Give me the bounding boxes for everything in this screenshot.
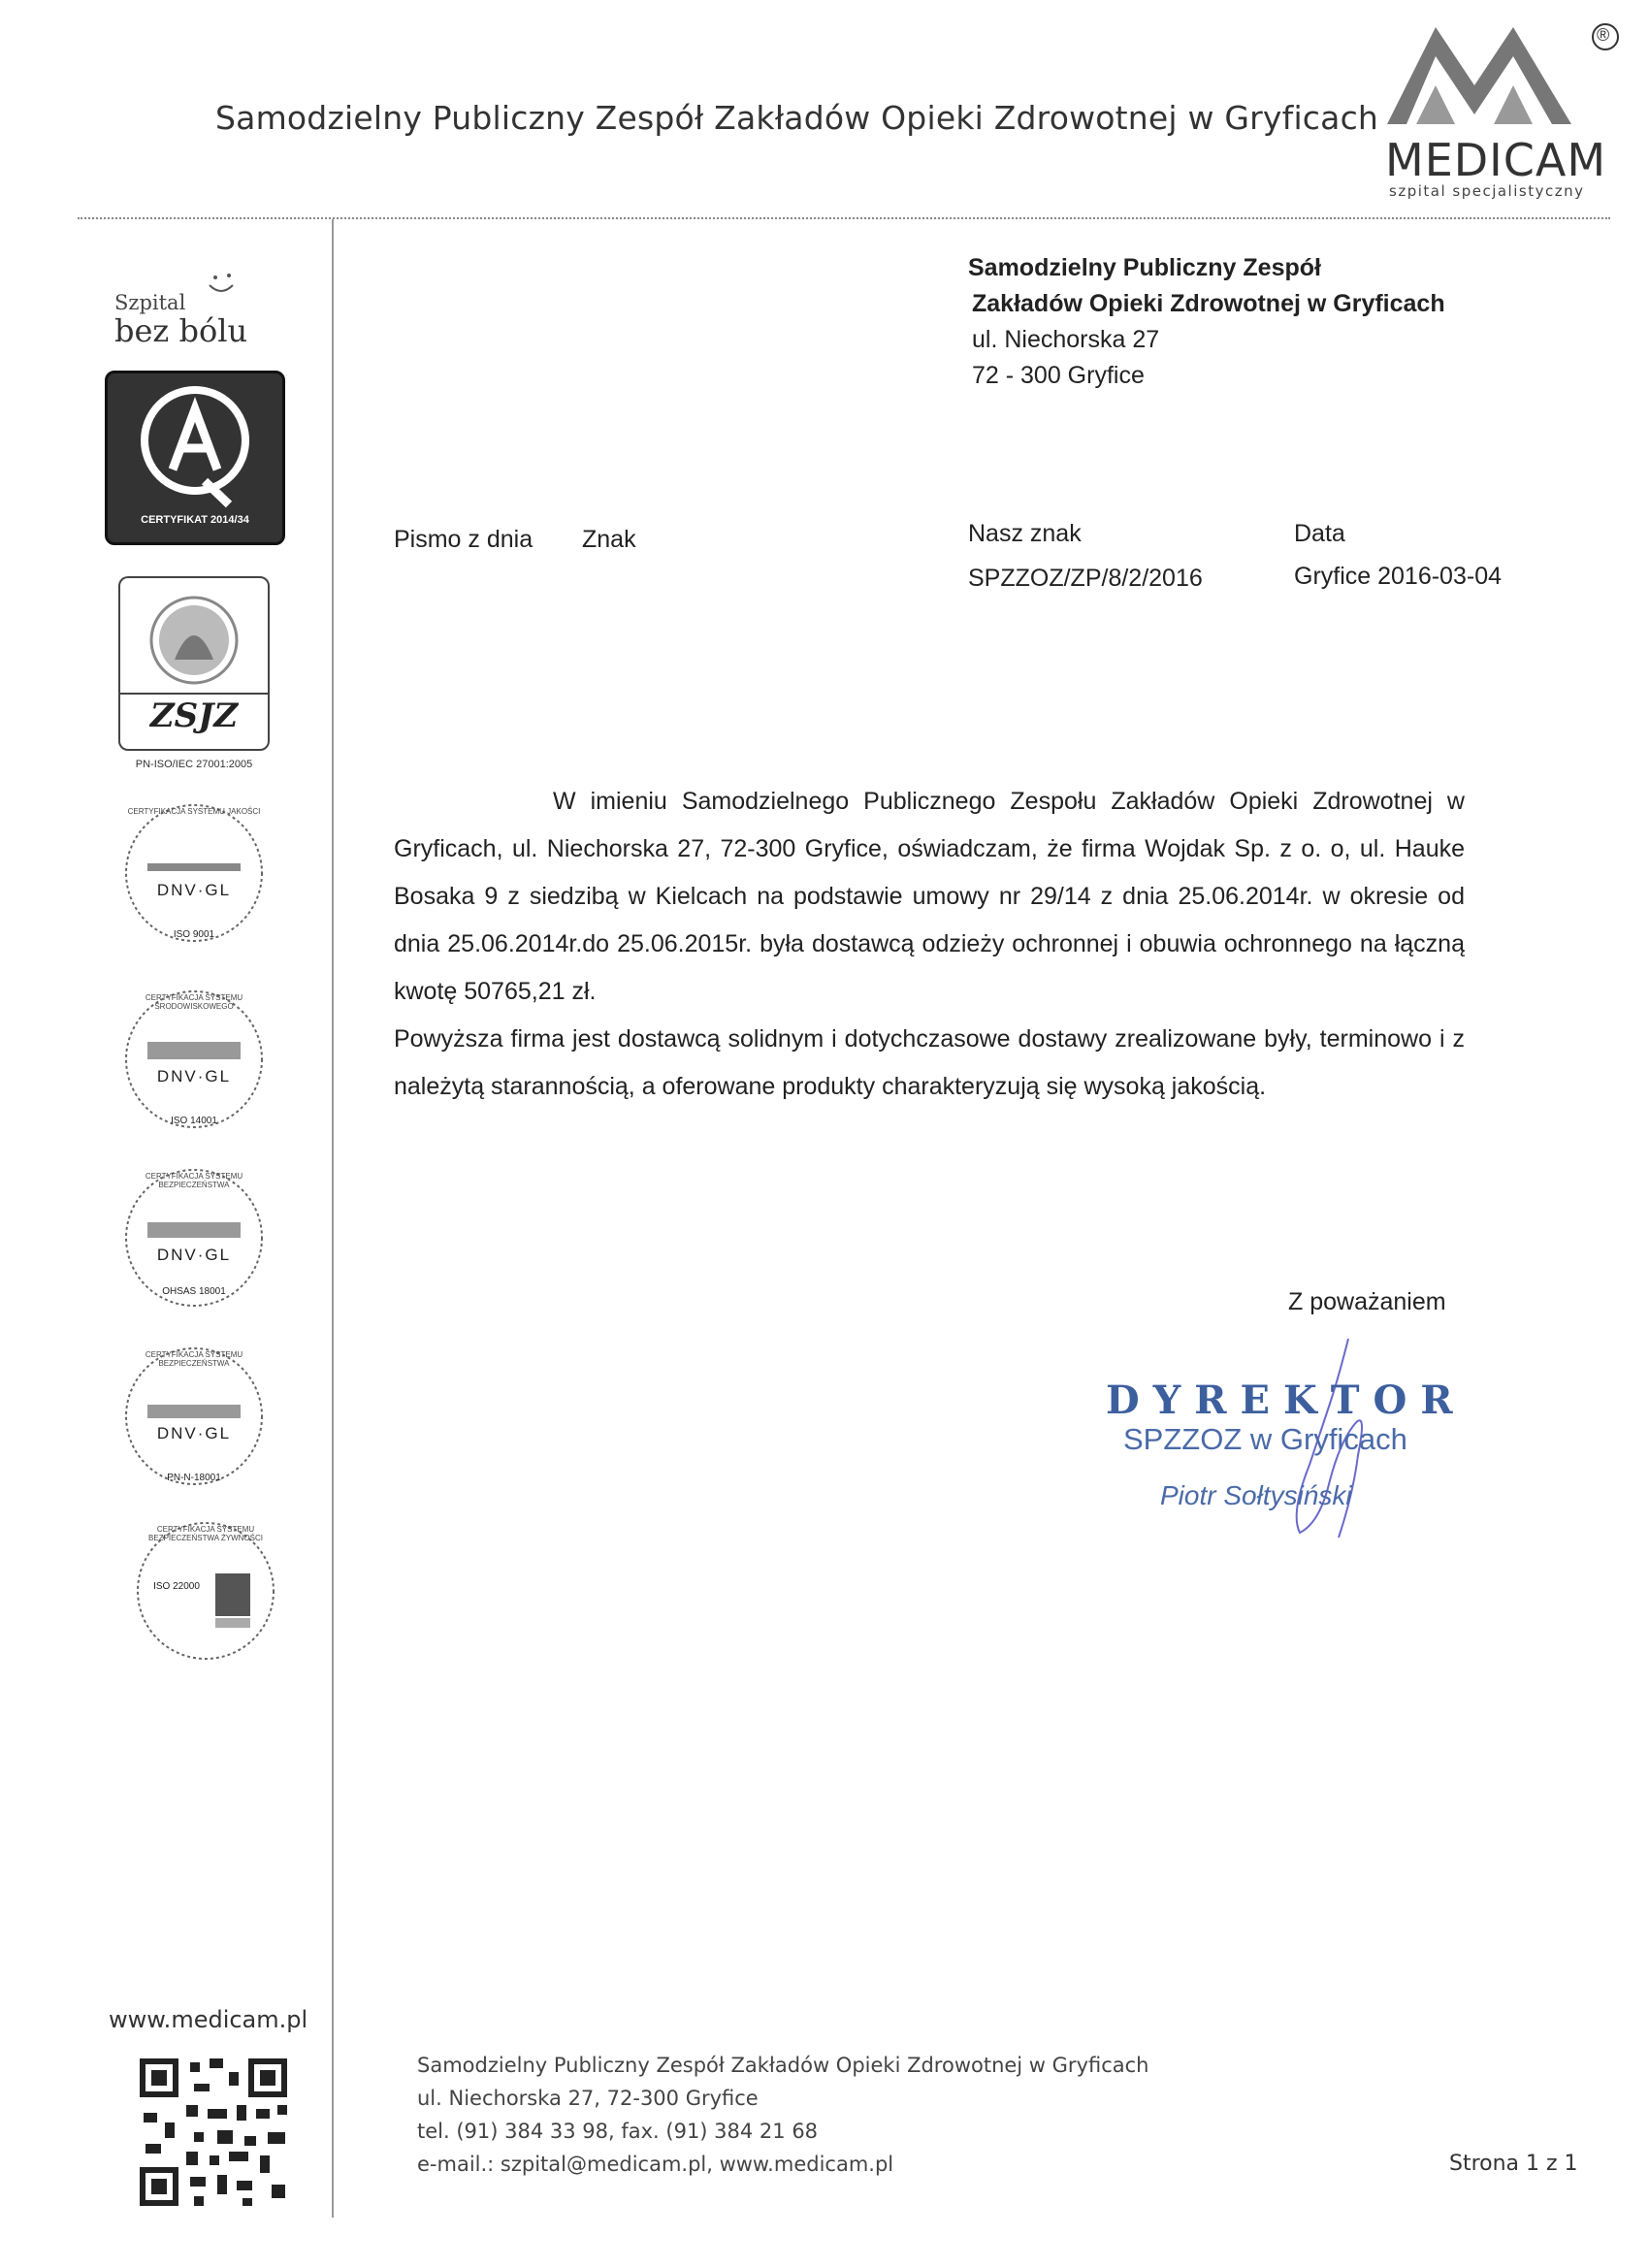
zsjz-text: ZSJZ bbox=[149, 697, 239, 735]
pismo-label: Pismo z dnia bbox=[394, 526, 534, 553]
szpital-label: Szpital bbox=[114, 291, 186, 314]
data-value: Gryfice 2016-03-04 bbox=[1294, 563, 1503, 590]
recipient-address bbox=[968, 250, 1445, 394]
header-title: Samodzielny Publiczny Zespół Zakładów Opieki Zdrowotnej w Gryficach bbox=[215, 99, 1379, 137]
badge-iso-22000 bbox=[128, 1513, 283, 1673]
stamp-organization: SPZZOZ w Gryficach bbox=[1123, 1422, 1407, 1456]
badge-center: DNV·GL bbox=[156, 1067, 232, 1085]
footer-line: Samodzielny Publiczny Zespół Zakładów Opieki Zdrowotnej w Gryficach bbox=[417, 2054, 1149, 2077]
zsjz-standard: PN-ISO/IEC 27001:2005 bbox=[135, 759, 253, 770]
badge-center: DNV·GL bbox=[156, 1246, 232, 1264]
badge-center: DNV·GL bbox=[156, 881, 232, 899]
footer-line: e-mail.: szpital@medicam.pl, www.medicam.pl bbox=[417, 2153, 894, 2176]
badge-iso-14001 bbox=[116, 982, 272, 1142]
body-paragraph: Powyższa firma jest dostawcą solidnym i dotychczasowe dostawy zrealizowane były, terminowo i z należytą starannością, a oferowane produkty charakteryzują się wysoką jakością. bbox=[394, 1025, 1465, 1100]
website-link[interactable]: www.medicam.pl bbox=[109, 2006, 308, 2033]
recipient-line: 72 - 300 Gryfice bbox=[972, 362, 1145, 389]
bez-bolu-label: bez bólu bbox=[114, 312, 248, 349]
q-certificate-icon bbox=[122, 380, 268, 516]
eagle-emblem-icon bbox=[146, 592, 242, 689]
znak-label: Znak bbox=[582, 526, 636, 553]
badge-ohsas-18001 bbox=[116, 1160, 272, 1320]
badge-ring-text: CERTYFIKACJA SYSTEMU JAKOŚCI bbox=[127, 807, 261, 816]
body-paragraph bbox=[394, 778, 1465, 1016]
badge-ring-text: CERTYFIKACJA SYSTEMU BEZPIECZEŃSTWA ŻYWNOŚCI bbox=[148, 1525, 263, 1542]
logo-name: MEDICAM bbox=[1385, 134, 1607, 186]
badge-iso-9001 bbox=[116, 795, 272, 956]
header-divider bbox=[78, 217, 1610, 219]
stamp-title: DYREKTOR bbox=[1106, 1377, 1467, 1423]
data-label: Data bbox=[1294, 520, 1345, 547]
badge-ring-text: CERTYFIKACJA SYSTEMU BEZPIECZEŃSTWA bbox=[145, 1172, 243, 1189]
sidebar-divider bbox=[332, 219, 334, 2218]
badge-code: PN-N-18001 bbox=[167, 1473, 221, 1483]
zsjz-divider bbox=[120, 693, 268, 695]
smile-icon bbox=[204, 272, 242, 301]
badge-code: ISO 9001 bbox=[173, 929, 215, 940]
badge-code: ISO 22000 bbox=[153, 1581, 200, 1592]
dnv-seal-icon bbox=[116, 795, 272, 951]
closing-regards: Z poważaniem bbox=[1288, 1288, 1446, 1315]
recipient-line: ul. Niechorska 27 bbox=[972, 326, 1160, 353]
letter-body bbox=[394, 778, 1465, 1111]
registered-mark: ® bbox=[1597, 25, 1610, 45]
page-number: Strona 1 z 1 bbox=[1449, 2152, 1578, 2176]
badge-ring-text: CERTYFIKACJA SYSTEMU ŚRODOWISKOWEGO bbox=[145, 993, 243, 1011]
recipient-line: Samodzielny Publiczny Zespół bbox=[968, 254, 1321, 281]
stamp-name: Piotr Sołtysiński bbox=[1160, 1480, 1352, 1510]
footer-contact bbox=[417, 2049, 1149, 2181]
badge-pn-n-18001 bbox=[116, 1339, 272, 1499]
badge-code: OHSAS 18001 bbox=[162, 1286, 226, 1297]
logo-subtitle: szpital specjalistyczny bbox=[1389, 182, 1585, 200]
footer-line: tel. (91) 384 33 98, fax. (91) 384 21 68 bbox=[417, 2120, 819, 2143]
nasz-znak-label: Nasz znak bbox=[968, 520, 1082, 547]
body-paragraph-text: W imieniu Samodzielnego Publicznego Zespołu Zakładów Opieki Zdrowotnej w Gryficach, ul. Niechorska 27, 72-300 Gryfice, oświadczam, że firma Wojdak Sp. z o. o, ul. Hauke Bosaka 9 z siedzibą w Kielcach na podstawie umowy nr 29/14 z dnia 25.06.2014r. w okresie od dnia 25.06.2014r.do 25.06.2015r. była dostawcą odzieży ochronnej i obuwia ochronnego na łączną kwotę 50765,21 zł. bbox=[394, 788, 1465, 1005]
badge-center: DNV·GL bbox=[156, 1424, 232, 1442]
badge-ring-text: CERTYFIKACJA SYSTEMU BEZPIECZEŃSTWA bbox=[145, 1350, 243, 1368]
footer-line: ul. Niechorska 27, 72-300 Gryfice bbox=[417, 2087, 759, 2110]
certificate-label: CERTYFIKAT 2014/34 bbox=[141, 514, 249, 526]
qr-code-icon[interactable] bbox=[136, 2055, 291, 2210]
nasz-znak-value: SPZZOZ/ZP/8/2/2016 bbox=[968, 565, 1203, 592]
recipient-line: Zakładów Opieki Zdrowotnej w Gryficach bbox=[972, 290, 1445, 317]
badge-code: ISO 14001 bbox=[171, 1116, 217, 1126]
